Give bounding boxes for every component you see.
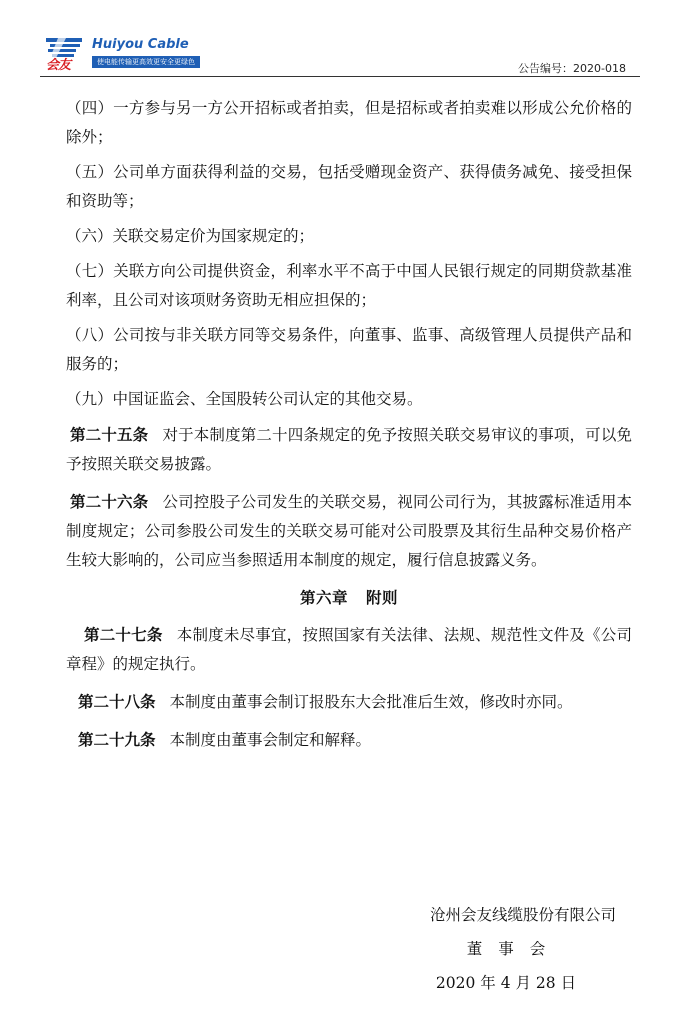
header-divider [40,76,640,77]
chapter-heading [66,583,632,612]
announcement-number: 公告编号：2020-018 [518,62,626,75]
article-28 [66,687,632,717]
article-number: 第二十九条 [78,730,156,749]
article-text: 本制度由董事会制定和解释。 [169,731,372,749]
logo-english-name: Huiyou Cable [92,37,189,52]
article-text: 公司控股子公司发生的关联交易，视同公司行为，其披露标准适用本制度规定；公司参股公司发生的关联交易可能对公司股票及其衍生品种交易价格产生较大影响的，公司应当参照适用本制度的规定，履行信息披露义务。 [66,493,632,569]
signature-date: 2020 年 4 月 28 日 [435,974,577,992]
logo-chinese-name: 会友 [46,58,71,73]
list-item-8: （八）公司按与非关联方同等交易条件，向董事、监事、高级管理人员提供产品和服务的； [66,326,632,373]
article-29 [66,725,632,755]
article-text: 本制度由董事会制订报股东大会批准后生效，修改时亦同。 [169,693,573,711]
list-item-6: （六）关联交易定价为国家规定的； [66,227,315,245]
article-number: 第二十七条 [84,625,163,644]
article-number: 第二十八条 [78,692,156,711]
list-item-4: （四）一方参与另一方公开招标或者拍卖，但是招标或者拍卖难以形成公允价格的除外； [66,99,632,146]
article-number: 第二十六条 [70,492,149,511]
chapter-number: 第六章 [299,588,348,607]
signature-block [396,898,616,1000]
article-27 [66,620,632,679]
page-header [0,0,680,78]
board-name: 董事会 [466,940,562,958]
article-26 [66,487,632,575]
list-item-9: （九）中国证监会、全国股转公司认定的其他交易。 [66,390,423,408]
list-item-7: （七）关联方向公司提供资金，利率水平不高于中国人民银行规定的同期贷款基准利率，且公司对该项财务资助无相应担保的； [66,262,632,309]
company-logo [44,36,204,76]
article-number: 第二十五条 [70,425,149,444]
article-25 [66,420,632,479]
company-name: 沧州会友线缆股份有限公司 [429,906,616,924]
list-item-5: （五）公司单方面获得利益的交易，包括受赠现金资产、获得债务减免、接受担保和资助等； [66,163,632,210]
document-body [66,94,632,763]
logo-slogan: 使电能传输更高效更安全更绿色 [92,56,200,68]
article-text: 本制度未尽事宜，按照国家有关法律、法规、规范性文件及《公司章程》的规定执行。 [66,626,632,673]
article-text: 对于本制度第二十四条规定的免予按照关联交易审议的事项，可以免予按照关联交易披露。 [66,426,632,473]
chapter-title: 附则 [366,588,399,607]
